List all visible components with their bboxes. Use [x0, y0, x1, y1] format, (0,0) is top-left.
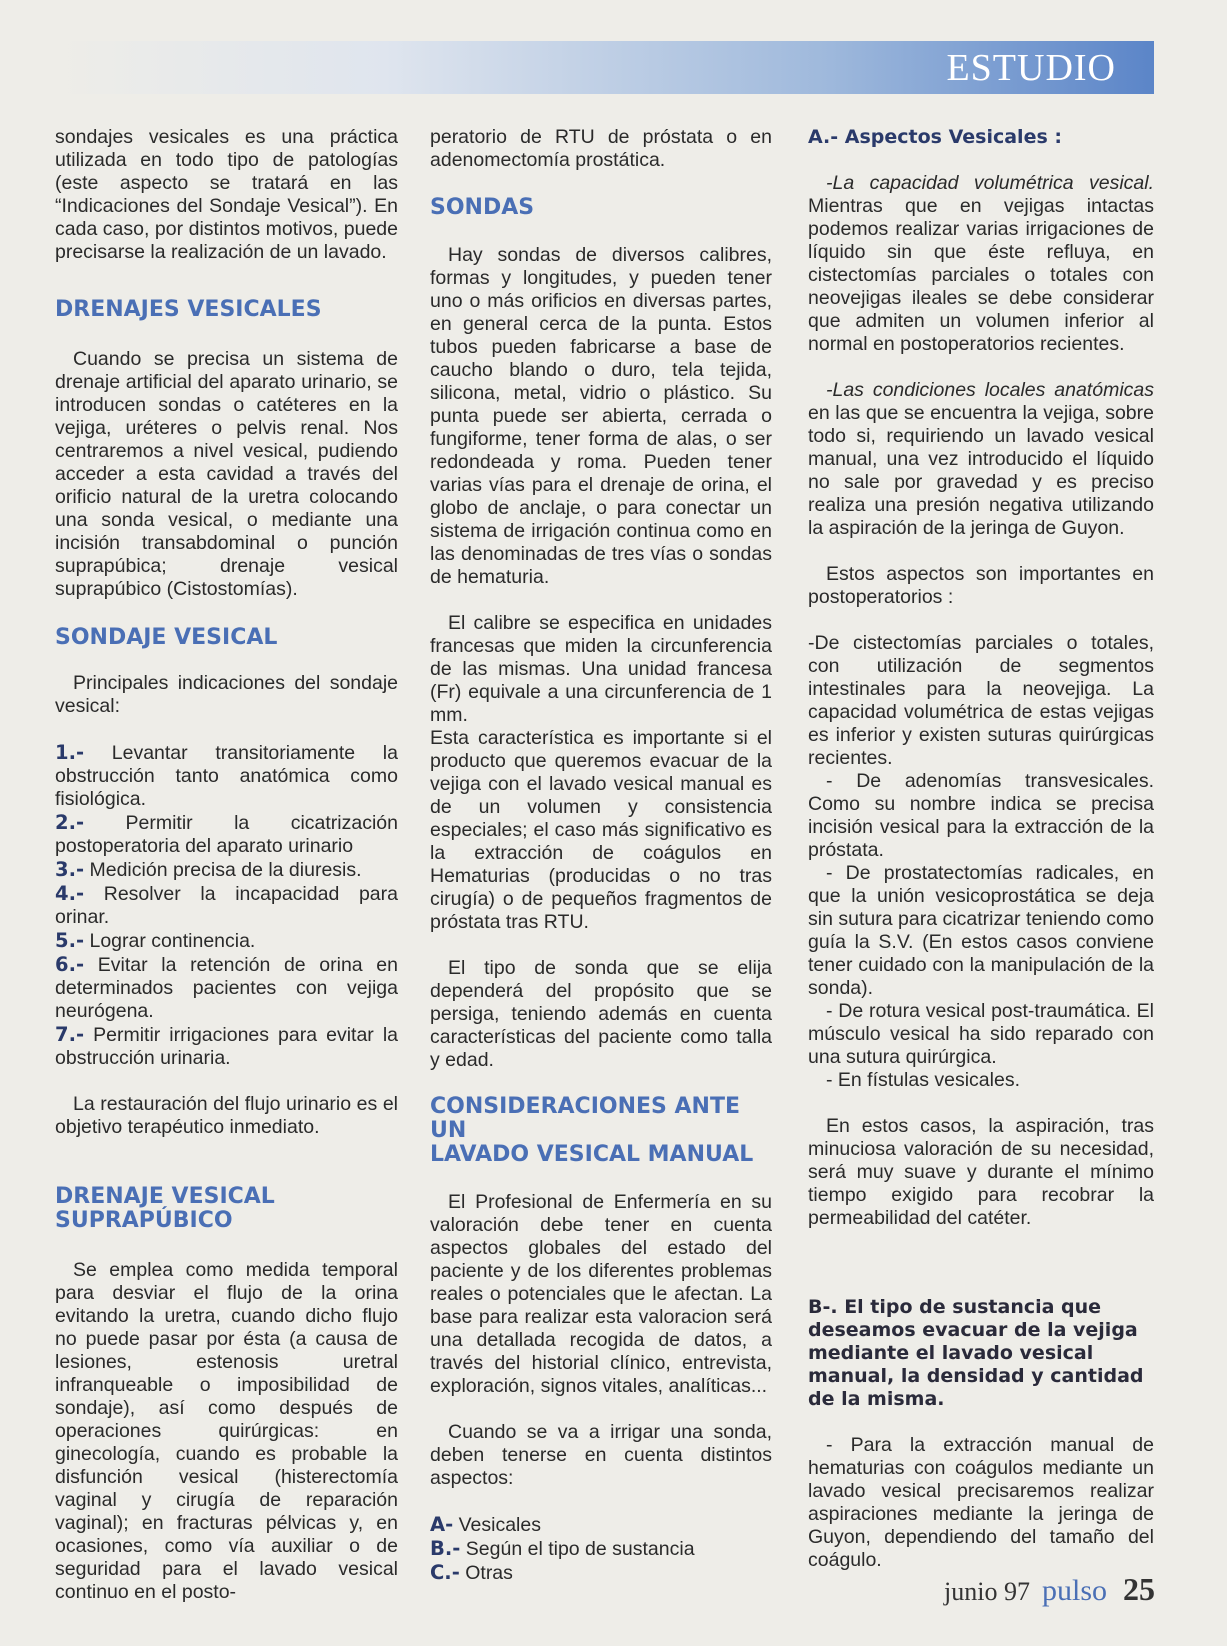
aspects-list — [430, 1513, 772, 1585]
list-item: 2.- Permitir la cicatrización postoperatoria del aparato urinario — [55, 811, 398, 857]
paragraph: Principales indicaciones del sondaje vesical: — [55, 672, 398, 717]
issue-date: junio 97 — [944, 1577, 1030, 1606]
section-title: ESTUDIO — [946, 47, 1116, 89]
paragraph: -La capacidad volumétrica vesical. Mientras que en vejigas intactas podemos realizar varias irrigaciones de líquido sin que éste refluya, en cistectomías parciales o totales con neovejigas ileales se debe considerar que admiten un volumen inferior al normal en postoperatorios recientes. — [808, 172, 1154, 355]
list-item: 1.- Levantar transitoriamente la obstrucción tanto anatómica como fisiológica. — [55, 741, 398, 810]
paragraph: sondajes vesicales es una práctica utilizada en todo tipo de patologías (este aspecto se tratará en las “Indicaciones del Sondaje Vesical”). En cada caso, por distintos motivos, puede precisarse la realización de un lavado. — [55, 126, 398, 263]
paragraph: - De adenomías transvesicales. Como su nombre indica se precisa incisión vesical para la extracción de la próstata. — [808, 770, 1154, 861]
paragraph: Se emplea como medida temporal para desviar el flujo de la orina evitando la uretra, cuando dicho flujo no puede pasar por ésta (a causa de lesiones, estenosis uretral infranqueable o imposibilidad de sondaje), así como después de operaciones quirúrgicas: en ginecología, cuando es probable la disfunción vesical (histerectomía vaginal y cirugía de reparación vaginal); en fracturas pélvicas y, en ocasiones, como vía auxiliar o de seguridad para el lavado vesical continuo en el posto- — [55, 1259, 398, 1603]
paragraph: Estos aspectos son importantes en postoperatorios : — [808, 563, 1154, 608]
heading-consideraciones: CONSIDERACIONES ANTE UN LAVADO VESICAL MANUAL — [430, 1094, 754, 1167]
paragraph: Cuando se precisa un sistema de drenaje artificial del aparato urinario, se introducen sondas o catéteres en la vejiga, uréteres o pelvis renal. Nos centraremos a nivel vesical, pudiendo acceder a esta cavidad a través del orificio natural de la uretra colocando una sonda vesical, o mediante una incisión transabdominal o punción suprapúbica; drenaje vesical suprapúbico (Cistostomías). — [55, 348, 398, 600]
paragraph: Cuando se va a irrigar una sonda, deben tenerse en cuenta distintos aspectos: — [430, 1421, 772, 1489]
paragraph: - Para la extracción manual de hematurias con coágulos mediante un lavado vesical precisaremos realizar aspiraciones mediante la jeringa de Guyon, dependiendo del tamaño del coágulo. — [808, 1434, 1154, 1571]
page-footer — [944, 1571, 1155, 1608]
section-banner — [57, 41, 1154, 94]
paragraph: - De rotura vesical post-traumática. El músculo vesical ha sido reparado con una sutura quirúrgica. — [808, 1000, 1154, 1068]
column-2 — [430, 126, 772, 1585]
list-item: 6.- Evitar la retención de orina en determinados pacientes con vejiga neurógena. — [55, 953, 398, 1022]
list-item: 4.- Resolver la incapacidad para orinar. — [55, 882, 398, 928]
heading-aspectos-vesicales: A.- Aspectos Vesicales : — [808, 126, 1062, 148]
paragraph: -De cistectomías parciales o totales, con utilización de segmentos intestinales para la neovejiga. La capacidad volumétrica de estas vejigas es inferior y existen suturas quirúrgicas recientes. — [808, 632, 1154, 769]
paragraph: Esta característica es importante si el producto que queremos evacuar de la vejiga con el lavado vesical manual es de un volumen y consistencia especiales; el caso más significativo es la extracción de coágulos en Hematurias (producidas o no tras cirugía) o de pequeños fragmentos de próstata tras RTU. — [430, 727, 772, 933]
list-item: 7.- Permitir irrigaciones para evitar la obstrucción urinaria. — [55, 1023, 398, 1069]
magazine-name: pulso — [1041, 1574, 1107, 1607]
paragraph: El Profesional de Enfermería en su valoración debe tener en cuenta aspectos globales del estado del paciente y de los diferentes problemas reales o potenciales que le afectan. La base para realizar esta valoracion será una detallada recogida de datos, a través del historial clínico, entrevista, exploración, signos vitales, analíticas... — [430, 1191, 772, 1397]
paragraph: En estos casos, la aspiración, tras minuciosa valoración de su necesidad, será muy suave y durante el mínimo tiempo exigido para recobrar la permeabilidad del catéter. — [808, 1115, 1154, 1229]
paragraph: El tipo de sonda que se elija dependerá del propósito que se persiga, teniendo además en cuenta características del paciente como talla y edad. — [430, 957, 772, 1071]
list-item: 5.- Lograr continencia. — [55, 929, 256, 952]
paragraph: peratorio de RTU de próstata o en adenomectomía prostática. — [430, 126, 772, 171]
list-item: B.- Según el tipo de sustancia — [430, 1537, 695, 1560]
list-item: C.- Otras — [430, 1561, 513, 1584]
paragraph: -Las condiciones locales anatómicas en las que se encuentra la vejiga, sobre todo si, requiriendo un lavado vesical manual, una vez introducido el líquido no sale por gravedad y es preciso realiza una presión negativa utilizando la aspiración de la jeringa de Guyon. — [808, 379, 1154, 539]
indications-list — [55, 741, 398, 1070]
heading-tipo-de-sustancia: B-. El tipo de sustancia que deseamos evacuar de la vejiga mediante el lavado vesical manual, la densidad y cantidad de la misma. — [808, 1296, 1144, 1410]
paragraph: - En fístulas vesicales. — [826, 1069, 1020, 1091]
list-item: 3.- Medición precisa de la diuresis. — [55, 858, 362, 881]
paragraph: Hay sondas de diversos calibres, formas y longitudes, y pueden tener uno o más orificios en diversas partes, en general cerca de la punta. Estos tubos pueden fabricarse a base de caucho blando o duro, tela tejida, silicona, metal, vidrio o plástico. Su punta puede ser abierta, cerrada o fungiforme, tener forma de alas, o ser redondeada y roma. Pueden tener varias vías para el drenaje de orina, el globo de anclaje, o para conectar un sistema de irrigación continua como en las denominadas de tres vías o sondas de hematuria. — [430, 244, 772, 588]
paragraph: - De prostatectomías radicales, en que la unión vesicoprostática se deja sin sutura para cicatrizar teniendo como guía la S.V. (En estos casos conviene tener cuidado con la manipulación de la sonda). — [808, 862, 1154, 999]
page-number: 25 — [1123, 1571, 1155, 1607]
column-1 — [55, 126, 398, 1604]
heading-sondas: SONDAS — [430, 195, 535, 220]
list-item: A- Vesicales — [430, 1513, 541, 1536]
heading-drenaje-vesical-suprapubico: DRENAJE VESICAL SUPRAPÚBICO — [55, 1184, 275, 1233]
paragraph: La restauración del flujo urinario es el objetivo terapéutico inmediato. — [55, 1093, 398, 1138]
heading-sondaje-vesical: SONDAJE VESICAL — [55, 625, 278, 650]
heading-drenajes-vesicales: DRENAJES VESICALES — [55, 297, 322, 322]
paragraph: El calibre se especifica en unidades francesas que miden la circunferencia de las mismas. Una unidad francesa (Fr) equivale a una circunferencia de 1 mm. — [430, 612, 772, 726]
column-3 — [808, 126, 1154, 1572]
